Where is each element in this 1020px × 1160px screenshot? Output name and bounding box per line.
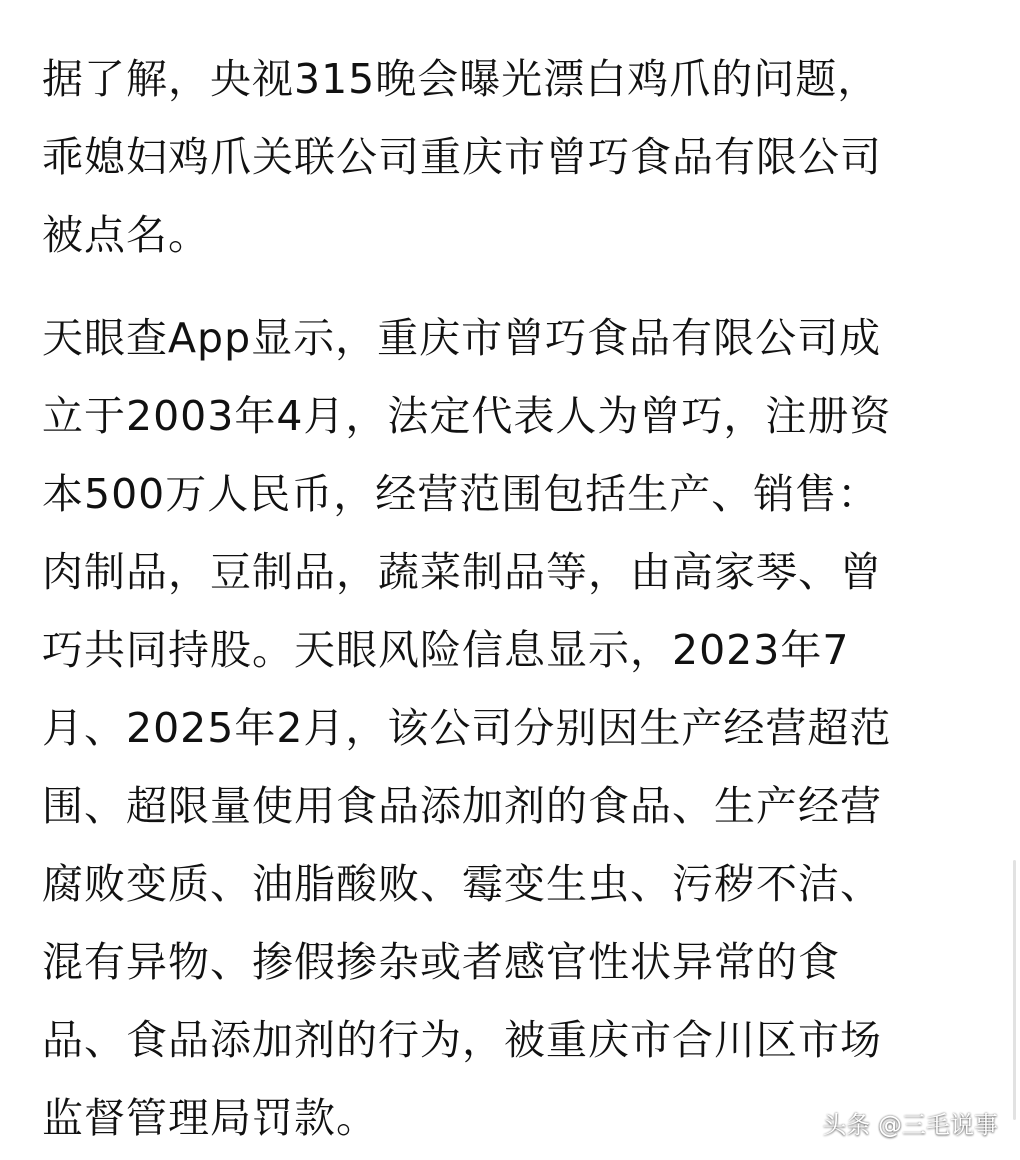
text-line: 巧共同持股。天眼风险信息显示，2023年7 [42, 626, 850, 674]
article-body [42, 40, 987, 1157]
text-line: 本500万人民币，经营范围包括生产、销售： [42, 470, 880, 518]
source-watermark: 头条 @三毛说事 [822, 1111, 998, 1139]
text-line: 天眼查App显示，重庆市曾巧食品有限公司成 [42, 314, 882, 362]
text-line: 腐败变质、油脂酸败、霉变生虫、污秽不洁、 [42, 860, 882, 908]
paragraph-spacer [42, 274, 987, 299]
text-line: 被点名。 [42, 211, 210, 259]
paragraph-2 [42, 299, 987, 1157]
text-line: 肉制品，豆制品，蔬菜制品等，由高家琴、曾 [42, 548, 882, 596]
text-line: 据了解，央视315晚会曝光漂白鸡爪的问题， [42, 55, 880, 103]
text-line: 监督管理局罚款。 [42, 1094, 378, 1142]
text-line: 立于2003年4月，法定代表人为曾巧，注册资 [42, 392, 892, 440]
text-line: 混有异物、掺假掺杂或者感官性状异常的食 [42, 938, 840, 986]
text-line: 乖媳妇鸡爪关联公司重庆市曾巧食品有限公司 [42, 133, 882, 181]
text-line: 月、2025年2月，该公司分别因生产经营超范 [42, 704, 892, 752]
scroll-indicator[interactable] [1013, 860, 1016, 1120]
text-line: 围、超限量使用食品添加剂的食品、生产经营 [42, 782, 882, 830]
paragraph-1 [42, 40, 987, 274]
text-line: 品、食品添加剂的行为，被重庆市合川区市场 [42, 1016, 882, 1064]
